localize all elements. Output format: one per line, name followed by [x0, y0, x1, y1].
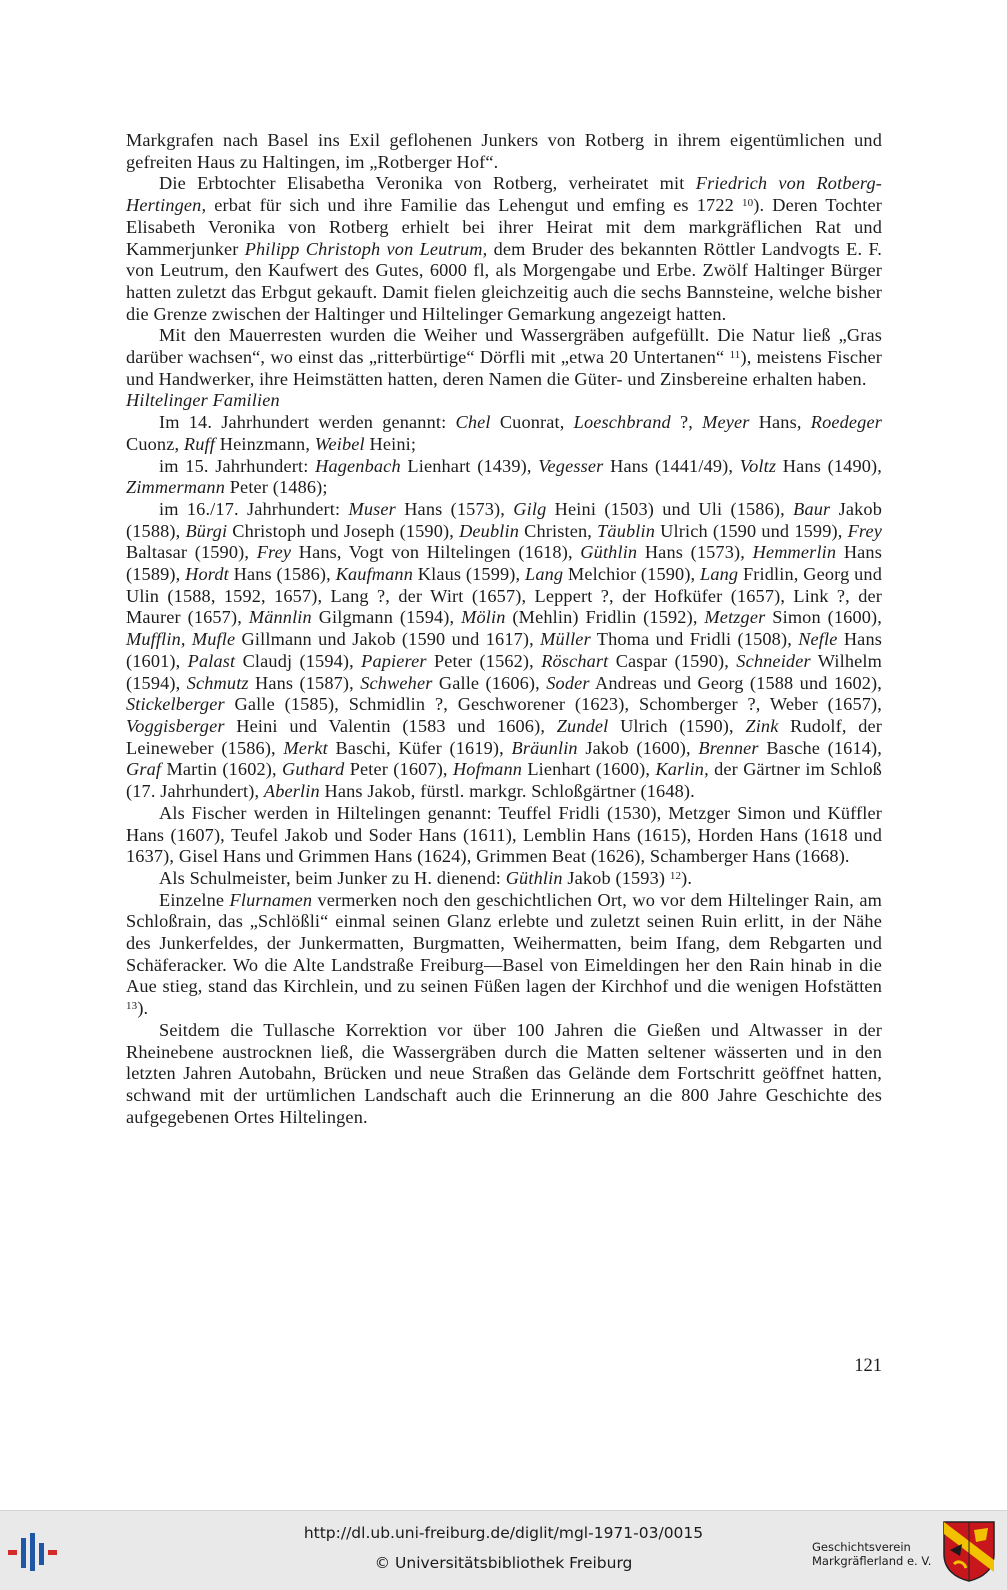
text-run: Fridlin, Georg und Ulin (1588, 1592, 1657), Lang ?, der Wirt (1657), Leppert ?, der Hofküfer (1657), Link ?, der Maurer (1657), — [126, 564, 882, 628]
text-run: Jakob (1593) — [562, 867, 670, 888]
text-run: (Mehlin) Fridlin (1592), — [505, 607, 705, 628]
text-run: ). — [137, 998, 149, 1019]
society-name-line1: Geschichtsverein — [812, 1540, 911, 1554]
text-run: ?, — [670, 412, 703, 433]
text-run: Peter (1607), — [344, 759, 453, 780]
text-run: Hans Jakob, fürstl. markgr. Schloßgärtner (1648). — [319, 781, 695, 802]
text-run: Jakob (1600), — [577, 737, 699, 758]
text-run: Als Schulmeister, beim Junker zu H. dienend: — [159, 867, 506, 888]
paragraph — [126, 499, 882, 803]
italic-name: Ruff — [183, 433, 215, 454]
italic-name: Aberlin — [263, 781, 320, 802]
footnote-marker: 11 — [729, 349, 741, 362]
text-run: Seitdem die Tullasche Korrektion vor über 100 Jahren die Gießen und Altwasser in der Rheinebene austrocknen ließ, die Wassergräben durch die Matten seltener wässerten und in den letzten Jahren Autobahn, Brücken und neue Straßen das Gelände dem Fortschritt geöffnet hatten, schwand mit der urtümlichen Landschaft auch die Erinnerung an die 800 Jahre Geschichte des aufgegebenen Ortes Hiltelingen. — [126, 1019, 882, 1127]
text-run: Einzelne — [159, 889, 230, 910]
italic-name: Gilg — [513, 498, 547, 519]
text-run: Als Fischer werden in Hiltelingen genannt: Teuffel Fridli (1530), Metzger Simon und Küffler Hans (1607), Teufel Jakob und Soder Hans (1611), Lemblin Hans (1615), Horden Hans (1618 und 1637), Gisel Hans und Grimmen Hans (1624), Grimmen Beat (1626), Schamberger Hans (1668). — [126, 802, 882, 867]
italic-name: Schneider — [736, 650, 811, 671]
paragraph — [126, 412, 882, 455]
italic-name: Güthlin — [505, 867, 563, 888]
page-number: 121 — [854, 1356, 882, 1376]
italic-name: Hemmerlin — [752, 542, 837, 563]
italic-name: Voggisberger — [126, 715, 225, 736]
italic-name: Männlin — [248, 607, 312, 628]
text-run: Ulrich (1590), — [608, 715, 746, 736]
italic-name: Täublin — [597, 520, 656, 541]
italic-name: Frey — [847, 520, 882, 541]
italic-name: Müller — [540, 629, 591, 650]
text-run: Die Erbtochter Elisabetha Veronika von Rotberg, verheiratet mit — [159, 173, 696, 194]
italic-name: Bürgi — [185, 520, 228, 541]
paragraph — [126, 456, 882, 499]
text-run: Galle (1585), Schmidlin ?, Geschworener (1623), Schomberger ?, Weber (1657), — [224, 694, 882, 715]
text-run: Gilgmann (1594), — [311, 607, 462, 628]
society-name-line2: Markgräflerland e. V. — [812, 1554, 932, 1568]
italic-name: Graf — [126, 759, 162, 780]
text-run: Basche (1614), — [758, 737, 883, 758]
section-heading — [126, 390, 882, 412]
permalink-url[interactable]: http://dl.ub.uni-freiburg.de/diglit/mgl-1971-03/0015 — [303, 1524, 704, 1542]
italic-name: Kaufmann — [335, 564, 414, 585]
italic-name: Hofmann — [452, 759, 523, 780]
text-run: Hans (1587), — [248, 672, 361, 693]
italic-name: Merkt — [283, 737, 328, 758]
italic-name: Zundel — [556, 715, 609, 736]
text-run: ). — [681, 867, 693, 888]
text-run: Ulrich (1590 und 1599), — [655, 520, 848, 541]
italic-name: Hagenbach — [315, 455, 401, 476]
italic-name: Schweher — [360, 672, 433, 693]
text-run: Galle (1606), — [432, 672, 547, 693]
italic-name: Guthard — [282, 759, 345, 780]
italic-name: Friedrich von Rotberg-Hertingen, — [126, 173, 882, 216]
paragraph — [126, 890, 882, 1020]
italic-name: Vegesser — [538, 455, 604, 476]
italic-name: Baur — [793, 498, 831, 519]
text-run: Jakob (1588), — [126, 498, 882, 541]
italic-name: Frey — [256, 542, 292, 563]
text-run: Simon (1600), — [765, 607, 882, 628]
text-run: Baschi, Küfer (1619), — [327, 737, 512, 758]
footnote-marker: 10 — [741, 197, 754, 210]
text-run: Heini; — [364, 433, 417, 454]
copyright-notice: © Universitätsbibliothek Freiburg — [374, 1554, 633, 1572]
italic-name: Nefle — [798, 629, 838, 650]
body-text — [126, 130, 882, 1128]
text-run: Heini (1503) und Uli (1586), — [546, 498, 794, 519]
italic-name: Metzger — [704, 607, 766, 628]
text-run: dem Bruder des bekannten Röttler Landvogts E. F. von Leutrum, den Kaufwert des Gutes, 6000 fl, als Morgengabe und Erbe. Zwölf Haltinger Bürger hatten zuletzt das Erbgut gekauft. Damit fielen gleichzeitig auch die sechs Bannsteine, welche bisher die Grenze zwischen der Haltinger und Hiltelinger Gemarkung angezeigt hatten. — [126, 238, 883, 324]
text-run: Hans, — [749, 412, 811, 433]
italic-name: Röschart — [541, 650, 609, 671]
coat-of-arms-icon — [942, 1520, 996, 1582]
text-run: Markgrafen nach Basel ins Exil geflohenen Junkers von Rotberg in ihrem eigentümlichen und gefreiten Haus zu Haltingen, im „Rotberger Hof“. — [126, 130, 882, 172]
footnote-marker: 12 — [669, 869, 682, 882]
text-run: Melchior (1590), — [563, 564, 701, 585]
italic-name: Weibel — [314, 433, 365, 454]
italic-name: Loeschbrand — [573, 412, 671, 433]
text-run: Hans (1490), — [776, 455, 882, 476]
italic-name: Soder — [546, 672, 590, 693]
paragraph — [126, 173, 882, 325]
text-run: Christen, — [519, 520, 598, 541]
italic-name: Mölin — [461, 607, 506, 628]
text-run: ), meistens Fischer und Handwerker, ihre Heimstätten hatten, deren Namen die Güter- und Zinsbereine erhalten haben. — [126, 347, 882, 389]
text-run: Lienhart (1600), — [522, 759, 656, 780]
text-run: Hans (1589), — [126, 542, 882, 585]
italic-name: Zink — [745, 715, 779, 736]
text-run: Hans (1601), — [126, 629, 882, 671]
text-run: Peter (1562), — [426, 650, 542, 671]
italic-name: Brenner — [698, 737, 759, 758]
italic-name: Chel — [455, 412, 491, 433]
paragraph — [126, 868, 882, 890]
text-run: Hans, Vogt von Hiltelingen (1618), — [291, 542, 581, 563]
text-run: Heini und Valentin (1583 und 1606), — [224, 715, 557, 736]
italic-name: Deublin — [459, 520, 520, 541]
text-run: im 16./17. Jahrhundert: — [159, 498, 349, 519]
italic-name: Lang — [700, 564, 739, 585]
text-run: Mit den Mauerresten wurden die Weiher und Wassergräben aufgefüllt. Die Natur ließ „Gras darüber wachsen“, wo einst das „ritterbürtige“ Dörfli mit „etwa 20 Untertanen“ — [126, 325, 882, 368]
text-run: Thoma und Fridli (1508), — [590, 629, 799, 650]
italic-name: Muser — [348, 498, 396, 519]
paragraph — [126, 803, 882, 868]
viewer-footer — [0, 1510, 1007, 1590]
text-run: Hans (1573), — [395, 498, 514, 519]
italic-name: Mufflin, Mufle — [126, 629, 236, 650]
italic-name: Philipp Christoph von Leutrum, — [244, 238, 488, 259]
paragraph — [126, 1020, 882, 1129]
text-run: Cuonz, — [126, 433, 184, 454]
text-run: Hans (1586), — [228, 564, 336, 585]
text-run: vermerken noch den geschichtlichen Ort, wo vor dem Hiltelinger Rain, am Schloßrain, das „Schlößli“ einmal seinen Glanz erlebte und zuletzt seinen Ruin erlitt, in der Nähe des Junkerfeldes, der Junkermatten, Burgmatten, Weihermatten, beim Ifang, dem Rebgarten und Schäferacker. Wo die Alte Landstraße Freiburg—Basel von Eimeldingen her den Rain hinab in die Aue stieg, stand das Kirchlein, und zu seinen Füßen lagen der Kirchhof und die wenigen Hofstätten — [126, 889, 882, 997]
text-run: Martin (1602), — [161, 759, 283, 780]
text-run: Hans (1573), — [637, 542, 753, 563]
text-run: im 15. Jahrhundert: — [159, 455, 316, 476]
italic-name: Roedeger — [810, 412, 882, 433]
italic-name: Palast — [187, 650, 236, 671]
text-run: Rudolf, der Leineweber (1586), — [126, 715, 883, 758]
text-run: Cuonrat, — [490, 412, 574, 433]
text-run: Heinzmann, — [215, 433, 315, 454]
italic-name: Stickelberger — [126, 694, 225, 715]
paragraph — [126, 325, 882, 390]
text-run: Gillmann und Jakob (1590 und 1617), — [235, 629, 541, 650]
italic-name: Voltz — [739, 455, 777, 476]
text-run: Peter (1486); — [225, 477, 328, 498]
italic-name: Güthlin — [580, 542, 638, 563]
paragraph — [126, 130, 882, 173]
italic-name: Papierer — [361, 650, 427, 671]
text-run: Hiltelinger Familien — [126, 390, 280, 411]
text-run: Baltasar (1590), — [126, 542, 257, 563]
italic-name: Hordt — [185, 564, 229, 585]
text-run: Caspar (1590), — [608, 650, 737, 671]
text-run: Hans (1441/49), — [603, 455, 740, 476]
italic-name: Schmutz — [186, 672, 249, 693]
text-run: Im 14. Jahrhundert werden genannt: — [159, 412, 456, 433]
text-run: der Gärtner im Schloß (17. Jahrhundert), — [126, 759, 882, 802]
text-run: Christoph und Joseph (1590), — [227, 520, 460, 541]
text-run: ). Deren Tochter Elisabeth Veronika von Rotberg erhielt bei ihrer Heirat mit dem markgräflichen Rat und Kammerjunker — [126, 195, 883, 259]
italic-name: Karlin, — [655, 759, 709, 780]
society-name — [812, 1540, 932, 1568]
text-run: Wilhelm (1594), — [126, 650, 882, 693]
italic-name: Bräunlin — [511, 737, 578, 758]
text-run: Andreas und Georg (1588 und 1602), — [589, 672, 882, 693]
italic-name: Zimmermann — [126, 477, 226, 498]
italic-name: Lang — [525, 564, 564, 585]
text-run: Lienhart (1439), — [400, 455, 539, 476]
italic-name: Flurnamen — [229, 889, 313, 910]
text-run: Klaus (1599), — [413, 564, 526, 585]
footnote-marker: 13 — [126, 1000, 138, 1013]
italic-name: Meyer — [702, 412, 750, 433]
text-run: erbat für sich und ihre Familie das Lehengut und emfing es 1722 — [206, 195, 742, 216]
text-run: Claudj (1594), — [235, 650, 362, 671]
